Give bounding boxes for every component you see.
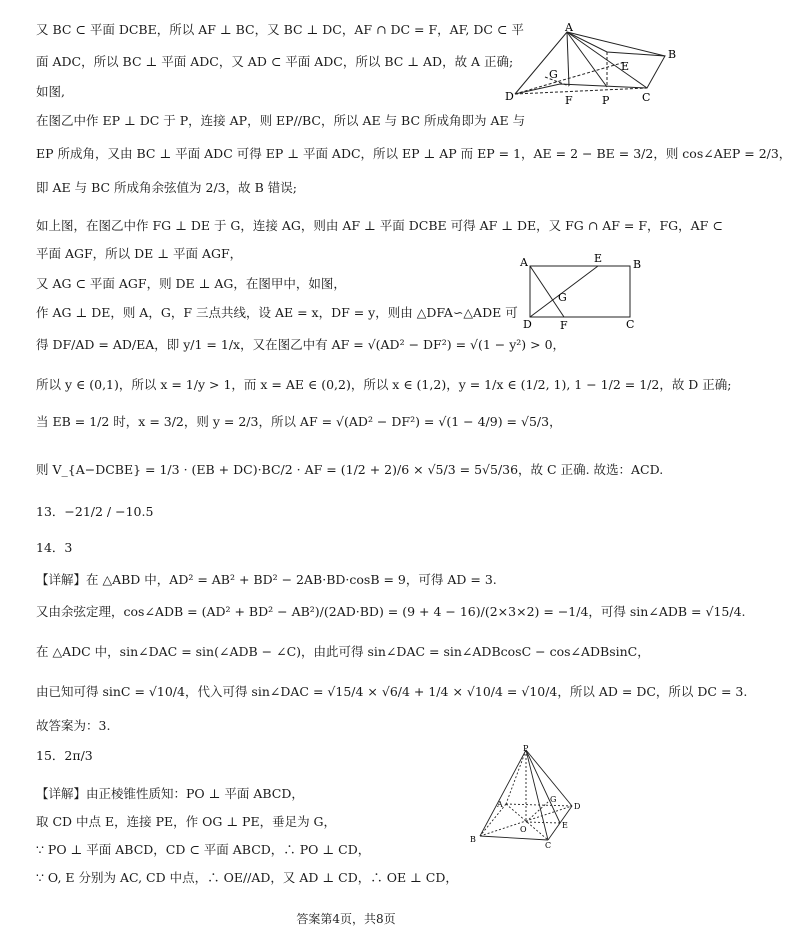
text-line: 【详解】由正棱锥性质知：PO ⊥ 平面 ABCD，: [36, 786, 304, 801]
text-line: 在图乙中作 EP ⊥ DC 于 P，连接 AP，则 EP//BC，所以 AE 与 BC 所成角即为 AE 与: [36, 113, 526, 128]
label-E: E: [562, 821, 568, 830]
label-O: O: [520, 825, 527, 834]
text-line: 【详解】在 △ABD 中，AD² = AB² + BD² − 2AB·BD·cosB = 9，可得 AD = 3.: [36, 572, 497, 587]
text-line: ∵ PO ⊥ 平面 ABCD，CD ⊂ 平面 ABCD，∴ PO ⊥ CD，: [36, 842, 371, 857]
text-line: 则 V_{A−DCBE} = 1/3 · (EB + DC)·BC/2 · AF = (1/2 + 2)/6 × √5/3 = 5√5/36，故 C 正确. 故选：ACD.: [36, 462, 664, 477]
figure-rectangle-abcd: [518, 252, 650, 332]
label-P: P: [602, 94, 610, 107]
label-D: D: [574, 802, 581, 811]
page-footer: 答案第4页，共8页: [296, 912, 396, 926]
text-line: ∵ O, E 分别为 AC, CD 中点，∴ OE//AD，又 AD ⊥ CD，∴ OE ⊥ CD，: [36, 870, 458, 885]
label-A: A: [520, 256, 528, 269]
label-G: G: [550, 795, 557, 804]
label-D: D: [523, 318, 532, 331]
figure-pyramid-adbe: [505, 22, 680, 108]
text-line: 作 AG ⊥ DE，则 A，G，F 三点共线，设 AE = x，DF = y，则由 △DFA∽△ADE 可: [36, 305, 518, 320]
label-G: G: [549, 68, 558, 81]
label-C: C: [642, 91, 651, 104]
answer-13: 13．−21/2 / −10.5: [36, 504, 154, 519]
text-line: 又 BC ⊂ 平面 DCBE，所以 AF ⊥ BC，又 BC ⊥ DC，AF ∩ DC = F，AF, DC ⊂ 平: [36, 22, 524, 37]
text-line: 如图,: [36, 84, 65, 99]
label-F: F: [565, 94, 573, 107]
answer-15: 15．2π/3: [36, 748, 93, 763]
text-line: 平面 AGF，所以 DE ⊥ 平面 AGF，: [36, 246, 243, 261]
text-line: 故答案为：3.: [36, 718, 111, 733]
label-B: B: [470, 835, 476, 844]
label-B: B: [633, 258, 642, 271]
label-G: G: [558, 291, 567, 304]
label-E: E: [594, 252, 603, 265]
label-F: F: [560, 319, 568, 332]
label-A: A: [497, 800, 503, 809]
figure-pyramid-pabcd: [468, 744, 586, 848]
text-line: 即 AE 与 BC 所成角余弦值为 2/3，故 B 错误;: [36, 180, 297, 195]
text-line: 当 EB = 1/2 时，x = 3/2，则 y = 2/3，所以 AF = √(AD² − DF²) = √(1 − 4/9) = √5/3，: [36, 414, 562, 429]
text-line: 如上图，在图乙中作 FG ⊥ DE 于 G，连接 AG，则由 AF ⊥ 平面 DCBE 可得 AF ⊥ DE，又 FG ∩ AF = F，FG，AF ⊂: [36, 218, 723, 233]
text-line: 在 △ADC 中，sin∠DAC = sin(∠ADB − ∠C)，由此可得 sin∠DAC = sin∠ADBcosC − cos∠ADBsinC，: [36, 644, 650, 659]
label-C: C: [626, 318, 635, 331]
text-line: 又由余弦定理，cos∠ADB = (AD² + BD² − AB²)/(2AD·BD) = (9 + 4 − 16)/(2×3×2) = −1/4，可得 sin∠ADB = √15/4.: [36, 604, 746, 619]
text-line: 所以 y ∈ (0,1)，所以 x = 1/y > 1，而 x = AE ∈ (0,2)，所以 x ∈ (1,2)，y = 1/x ∈ (1/2, 1), 1 − 1/2 = 1/2，故 D 正确;: [36, 377, 732, 392]
label-C: C: [545, 841, 552, 850]
text-line: 面 ADC，所以 BC ⊥ 平面 ADC，又 AD ⊂ 平面 ADC，所以 BC ⊥ AD，故 A 正确;: [36, 54, 514, 69]
label-A: A: [565, 21, 573, 34]
text-line: EP 所成角，又由 BC ⊥ 平面 ADC 可得 EP ⊥ 平面 ADC，所以 EP ⊥ AP 而 EP = 1，AE = 2 − BE = 3/2，则 cos∠AEP = 2/3，: [36, 146, 791, 161]
label-B: B: [668, 48, 677, 61]
text-line: 取 CD 中点 E，连接 PE，作 OG ⊥ PE，垂足为 G，: [36, 814, 337, 829]
text-line: 又 AG ⊂ 平面 AGF，则 DE ⊥ AG，在图甲中，如图，: [36, 276, 346, 291]
label-D: D: [505, 90, 514, 103]
answer-14: 14．3: [36, 540, 73, 555]
text-line: 由已知可得 sinC = √10/4，代入可得 sin∠DAC = √15/4 × √6/4 + 1/4 × √10/4 = √10/4，所以 AD = DC，所以 DC = 3.: [36, 684, 748, 699]
text-line: 得 DF/AD = AD/EA，即 y/1 = 1/x，又在图乙中有 AF = √(AD² − DF²) = √(1 − y²) > 0，: [36, 337, 566, 352]
label-E: E: [621, 60, 630, 73]
label-P: P: [523, 744, 529, 753]
